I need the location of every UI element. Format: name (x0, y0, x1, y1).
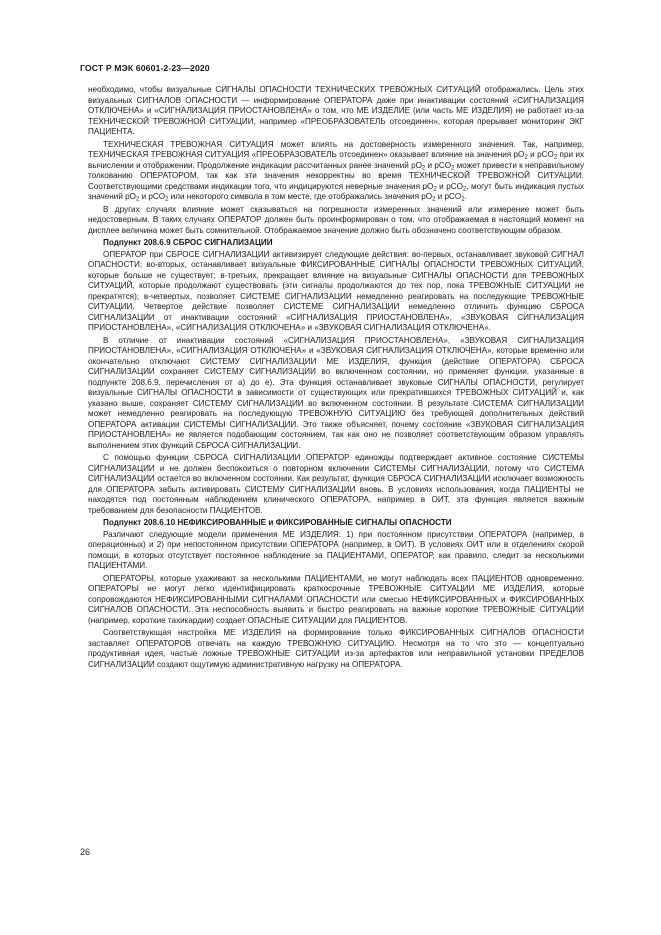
paragraph: С помощью функции СБРОСА СИГНАЛИЗАЦИИ ОПЕРАТОР единожды подтверждает активное состояние СИСТЕМЫ СИГНАЛИЗАЦИИ и не должен беспокоиться о повторном включении СИСТЕМЫ СИГНАЛИЗАЦИИ, потому что СИСТЕМА СИГНАЛИЗАЦИИ остается во включенном состоянии. Как результат, функция СБРОСА СИГНАЛИЗАЦИИ исключает возможность для ОПЕРАТОРА забыть активировать СИСТЕМУ СИГНАЛИЗАЦИИ вновь. В условиях использования, когда ПАЦИЕНТЫ не находятся под постоянным наблюдением клинического ОПЕРАТОРА, например в ОИТ, эта функция является важным требованием для безопасности ПАЦИЕНТОВ. (88, 453, 584, 515)
subscript: 2 (165, 196, 169, 203)
paragraph-text-segment: ТЕХНИЧЕСКАЯ ТРЕВОЖНАЯ СИТУАЦИЯ может влиять на достоверность измеренного значения. Так, например, ТЕХНИЧЕСКАЯ ТРЕВОЖНАЯ СИТУАЦИЯ «ПРЕОБРАЗОВАТЕЛЬ отсоединен» оказывает влияние на значения pO (88, 139, 584, 159)
paragraph: В отличие от инактивации состояний «СИГНАЛИЗАЦИЯ ПРИОСТАНОВЛЕНА», «ЗВУКОВАЯ СИГНАЛИЗАЦИЯ ПРИОСТАНОВЛЕНА», «СИГНАЛИЗАЦИЯ ОТКЛЮЧЕНА» и «ЗВУКОВАЯ СИГНАЛИЗАЦИЯ ОТКЛЮЧЕНА», которые временно или окончательно отключают СИСТЕМУ СИГНАЛИЗАЦИИ МЕ ИЗДЕЛИЯ, функция (действие ОПЕРАТОРА) СБРОСА СИГНАЛИЗАЦИИ сохраняет СИСТЕМУ СИГНАЛИЗАЦИИ во включенном состоянии, но применяет функции, указанные в подпункте 208.6.9, перечисления от а) до е). Эта функция останавливает звуковые СИГНАЛЫ ОПАСНОСТИ, регулирует визуальные СИГНАЛЫ ОПАСНОСТИ в зависимости от существующих или прекратившихся ТРЕВОЖНЫХ СИТУАЦИЙ и, как указано выше, сохраняет СИСТЕМУ СИГНАЛИЗАЦИИ во включенном состоянии. В результате СИСТЕМА СИГНАЛИЗАЦИИ может немедленно реагировать на последующую ТРЕВОЖНУЮ СИТУАЦИЮ без требующей дополнительных действий ОПЕРАТОРА активации СИСТЕМЫ СИГНАЛИЗАЦИИ. Это также объясняет, почему состояние «ЗВУКОВАЯ СИГНАЛИЗАЦИЯ ПРИОСТАНОВЛЕНА» не является подобающим состоянием, так как оно не позволяет соответствующим образом управлять выполнением этих функций СБРОСА СИГНАЛИЗАЦИИ. (88, 335, 584, 450)
paragraph: необходимо, чтобы визуальные СИГНАЛЫ ОПАСНОСТИ ТЕХНИЧЕСКИХ ТРЕВОЖНЫХ СИТУАЦИЙ отображались. Цель этих визуальных СИГНАЛОВ ОПАСНОСТИ — информирование ОПЕРАТОРА даже при инактивации состояний «СИГНАЛИЗАЦИЯ ОТКЛЮЧЕНА» и «СИГНАЛИЗАЦИЯ ПРИОСТАНОВЛЕНА» о том, что МЕ ИЗДЕЛИЕ (или часть МЕ ИЗДЕЛИЯ) не работает из-за ТЕХНИЧЕСКОЙ ТРЕВОЖНОЙ СИТУАЦИИ, например «ПРЕОБРАЗОВАТЕЛЬ отсоединен», которая прерывает мониторинг ЭКГ ПАЦИЕНТА. (88, 85, 584, 136)
paragraph-chem (88, 140, 584, 203)
section-heading-alarm-reset: Подпункт 208.6.9 СБРОС СИГНАЛИЗАЦИИ (103, 238, 273, 247)
paragraph-text-segment: может привести к неправильному толкованию ОПЕРАТОРОМ, так как эти значения некорректны во время ТЕХНИЧЕСКОЙ ТРЕВОЖНОЙ СИТУАЦИИ. Соответствующими средствами индикации того, что индицируются неверные значения pO (88, 160, 585, 191)
subscript: 2 (524, 154, 528, 161)
document-body (88, 85, 584, 672)
subscript: 2 (135, 196, 140, 203)
paragraph-text-segment: , могут быть индикация пустых значений pO (88, 181, 585, 201)
subscript: 2 (462, 186, 467, 192)
subscript: 2 (433, 186, 437, 192)
paragraph-text-segment: и pCO (527, 150, 554, 159)
paragraph-text-segment: при их вычислении и отображении. Продолжение индикации рассчитанных ранее значений pO (88, 150, 585, 170)
subscript: 2 (451, 165, 455, 171)
paragraph-text-segment: и pCO (435, 192, 462, 201)
subscript: 2 (432, 196, 436, 203)
paragraph-text-segment: . (464, 192, 467, 201)
subscript: 2 (553, 154, 558, 161)
page-number: 26 (80, 847, 91, 857)
paragraph: В других случаях влияние может сказываться на погрешности измеренных значений или измерение может быть недостоверным. В таких случаях ОПЕРАТОР должен быть проинформирован о том, что отображаемая в настоящий момент на дисплее величина может быть сомнительной. Отображаемое значение должно быть обозначено соответствующим образом. (88, 204, 584, 235)
subscript: 2 (421, 165, 426, 171)
paragraph-text-segment: и pCO (425, 160, 452, 170)
section-heading-latching-signals: Подпункт 208.6.10 НЕФИКСИРОВАННЫЕ и ФИКСИРОВАННЫЕ СИГНАЛЫ ОПАСНОСТИ (103, 518, 452, 527)
paragraph: Различают следующие модели применения МЕ ИЗДЕЛИЯ: 1) при постоянном присутствии ОПЕРАТОРА (например, в операционных) и 2) при непостоянном присутствии ОПЕРАТОРА (например, в ОИТ). В условиях ОИТ или в отделениях скорой помощи, в которых отсутствует постоянное наблюдение за ПАЦИЕНТАМИ, ОПЕРАТОР, как правило, следит за несколькими ПАЦИЕНТАМИ. (88, 529, 584, 570)
paragraph: Соответствующая настройка МЕ ИЗДЕЛИЯ на формирование только ФИКСИРОВАННЫХ СИГНАЛОВ ОПАСНОСТИ заставляет ОПЕРАТОРОВ отвечать на каждую ТРЕВОЖНУЮ СИТУАЦИЮ. Несмотря на то что это — концептуально продуктивная идея, частые ложные ТРЕВОЖНЫЕ СИТУАЦИИ из-за артефактов или неправильной установки ПРЕДЕЛОВ СИГНАЛИЗАЦИИ создают ощутимую административную нагрузку на ОПЕРАТОРА. (88, 628, 584, 669)
subscript: 2 (461, 196, 465, 203)
paragraph-text-segment: и pCO (139, 192, 166, 201)
paragraph: ОПЕРАТОРЫ, которые ухаживают за несколькими ПАЦИЕНТАМИ, не могут наблюдать всех ПАЦИЕНТОВ одновременно. ОПЕРАТОРЫ не могут легко идентифицировать краткосрочные ТРЕВОЖНЫЕ СИТУАЦИИ МЕ ИЗДЕЛИЯ, которые сопровождаются НЕФИКСИРОВАННЫМИ СИГНАЛАМИ ОПАСНОСТИ или смесью НЕФИКСИРОВАННЫХ и ФИКСИРОВАННЫХ СИГНАЛОВ ОПАСНОСТИ. Эта неспособность выявить и быстро реагировать на важные короткие ТРЕВОЖНЫЕ СИТУАЦИИ (например, короткие тахикардии) создает ОПАСНЫЕ СИТУАЦИИ для ПАЦИЕНТОВ. (88, 573, 584, 625)
page-header-standard-title: ГОСТ Р МЭК 60601-2-23—2020 (80, 63, 210, 73)
paragraph-text-segment: или некоторого символа в том месте, где отображались значения pO (168, 192, 433, 201)
paragraph: ОПЕРАТОР при СБРОСЕ СИГНАЛИЗАЦИИ активизирует следующие действия: во-первых, останавливает звуковой СИГНАЛ ОПАСНОСТИ; во-вторых, останавливает визуальные ФИКСИРОВАННЫЕ СИГНАЛЫ ОПАСНОСТИ ТРЕВОЖНЫХ СИТУАЦИЙ, которые больше не существует; в-третьих, прекращает влияние на визуальные СИГНАЛЫ ОПАСНОСТИ для ТРЕВОЖНЫХ СИТУАЦИЙ, которые продолжают существовать (эти сигналы продолжаются до тех пор, пока ТРЕВОЖНЫЕ СИТУАЦИИ не прекратятся); в-четвертых, позволяет СИСТЕМЕ СИГНАЛИЗАЦИИ немедленно реагировать на последующие ТРЕВОЖНЫЕ СИТУАЦИИ. Четвертое действие позволяет СИСТЕМЕ СИГНАЛИЗАЦИИ немедленно отличить функцию СБРОСА СИГНАЛИЗАЦИИ от инактивации состояний «СИГНАЛИЗАЦИЯ ПРИОСТАНОВЛЕНА», «ЗВУКОВАЯ СИГНАЛИЗАЦИЯ ПРИОСТАНОВЛЕНА», «СИГНАЛИЗАЦИЯ ОТКЛЮЧЕНА» и «ЗВУКОВАЯ СИГНАЛИЗАЦИЯ ОТКЛЮЧЕНА». (88, 249, 584, 332)
paragraph-text-segment: и pCO (436, 181, 463, 191)
